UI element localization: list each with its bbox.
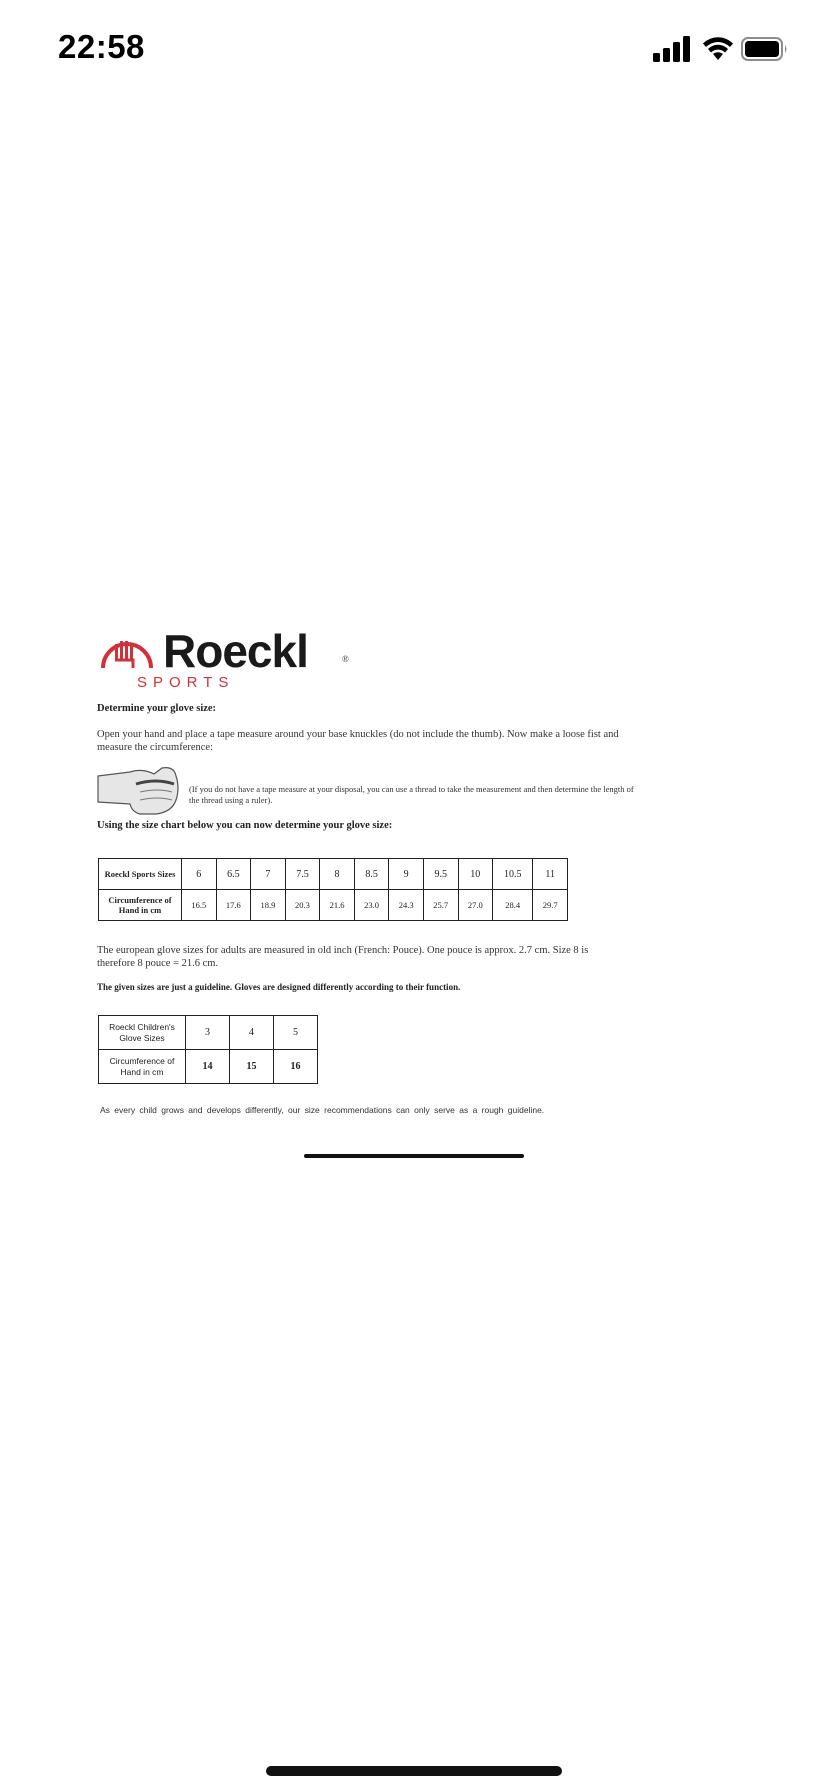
using-chart-text: Using the size chart below you can now determine your glove size:	[97, 820, 393, 831]
thread-note: (If you do not have a tape measure at your disposal, you can use a thread to take the measurement and then determine the length of the thread using a ruler).	[189, 784, 634, 805]
children-size-cell: 5	[274, 1016, 318, 1050]
adult-size-cell: 11	[533, 859, 568, 890]
adult-circ-cell: 24.3	[389, 890, 424, 921]
children-row1-label: Roeckl Children's Glove Sizes	[99, 1016, 186, 1050]
children-size-cell: 3	[186, 1016, 230, 1050]
logo-sports: SPORTS	[137, 674, 235, 691]
adult-circ-cell: 29.7	[533, 890, 568, 921]
adult-circ-cell: 16.5	[182, 890, 217, 921]
adult-size-cell: 7.5	[285, 859, 320, 890]
adult-size-cell: 8	[320, 859, 355, 890]
children-size-table	[98, 1015, 318, 1084]
children-size-cell: 4	[230, 1016, 274, 1050]
children-row2-label: Circumference of Hand in cm	[99, 1050, 186, 1084]
logo-wordmark: Roeckl	[163, 625, 308, 677]
adult-size-cell: 6	[182, 859, 217, 890]
size-guide-document	[0, 620, 828, 1140]
roeckl-logo-mark-icon	[97, 632, 157, 672]
children-circ-cell: 14	[186, 1050, 230, 1084]
wifi-icon	[702, 34, 734, 62]
roeckl-logo	[97, 625, 357, 691]
adult-size-table	[98, 858, 568, 921]
european-sizes-note: The european glove sizes for adults are measured in old inch (French: Pouce). One pouce is approx. 2.7 cm. Size 8 is therefore 8 pouce = 21.6 cm.	[97, 945, 589, 969]
adult-circ-cell: 27.0	[458, 890, 493, 921]
adult-circ-cell: 18.9	[251, 890, 286, 921]
adult-size-cell: 7	[251, 859, 286, 890]
status-time: 22:58	[58, 28, 145, 65]
embedded-home-indicator	[304, 1154, 524, 1158]
adult-size-cell: 9	[389, 859, 424, 890]
adult-size-cell: 8.5	[354, 859, 389, 890]
intro-text: Open your hand and place a tape measure around your base knuckles (do not include the thumb). Now make a loose fist and measure the circumference:	[97, 729, 619, 753]
children-circ-cell: 16	[274, 1050, 318, 1084]
adult-circumference-row	[99, 890, 568, 921]
status-bar	[0, 0, 828, 100]
adult-circ-cell: 20.3	[285, 890, 320, 921]
logo-registered: ®	[342, 654, 349, 664]
adult-size-cell: 10	[458, 859, 493, 890]
adult-size-cell: 9.5	[423, 859, 458, 890]
adult-size-cell: 6.5	[216, 859, 251, 890]
adult-sizes-row	[99, 859, 568, 890]
home-indicator[interactable]	[266, 1766, 562, 1776]
children-circ-cell: 15	[230, 1050, 274, 1084]
adult-circ-cell: 17.6	[216, 890, 251, 921]
children-guideline-note: As every child grows and develops differently, our size recommendations can only serve as a rough guideline.	[100, 1105, 545, 1115]
adult-circ-cell: 21.6	[320, 890, 355, 921]
cellular-signal-icon	[653, 36, 693, 62]
adult-size-cell: 10.5	[493, 859, 533, 890]
adult-row1-label: Roeckl Sports Sizes	[99, 859, 182, 890]
adult-circ-cell: 25.7	[423, 890, 458, 921]
adult-row2-label: Circumference of Hand in cm	[99, 890, 182, 921]
hand-measure-illustration-icon	[96, 762, 184, 816]
adult-circ-cell: 23.0	[354, 890, 389, 921]
guideline-note: The given sizes are just a guideline. Gloves are designed differently according to their function.	[97, 982, 461, 992]
heading-determine-size: Determine your glove size:	[97, 703, 217, 714]
children-sizes-row	[99, 1016, 318, 1050]
adult-circ-cell: 28.4	[493, 890, 533, 921]
battery-icon	[741, 37, 789, 61]
children-circumference-row	[99, 1050, 318, 1084]
